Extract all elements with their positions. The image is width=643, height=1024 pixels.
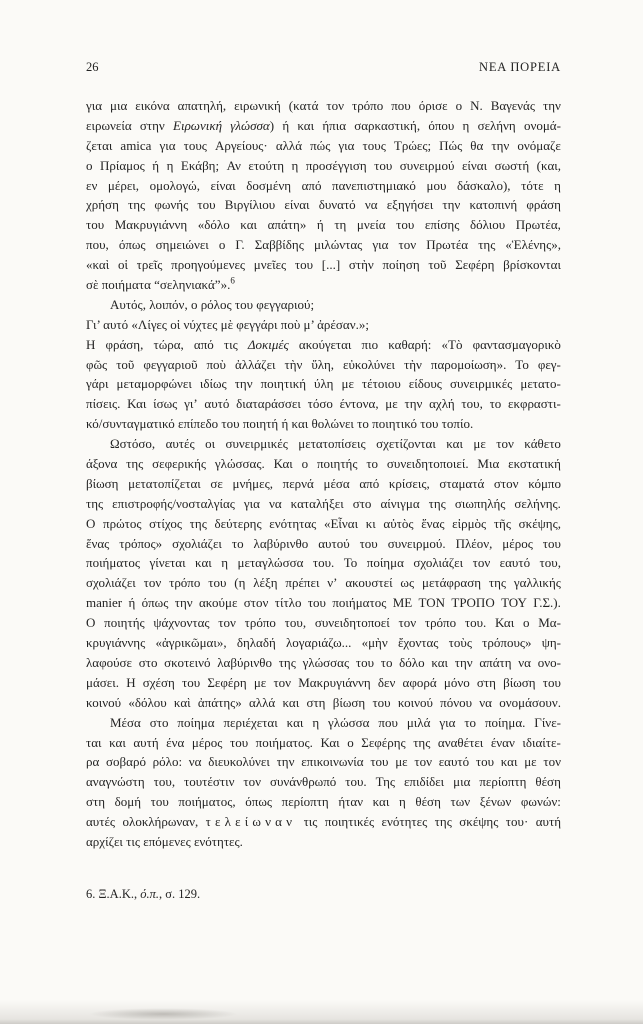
text-line: manier ή όπως την ακούμε στον τίτλο του ποιήματος ΜΕ ΤΟΝ ΤΡΟΠΟ ΤΟΥ Γ.Σ.). <box>86 595 561 611</box>
text-line: κό/συνταγματικό επίπεδο του ποιητή ή και θολώνει το ποιητικό του τοπίο. <box>86 416 474 432</box>
text-line: μάσει. Η σχέση του Σεφέρη με τον Μακρυγιάννη δεν αφορά μόνο στη βίωση του <box>86 674 561 690</box>
text-line: που, όπως σημειώνει ο Γ. Σαββίδης μιλώντας για τον Πρωτέα της «Ἑλένης», <box>86 237 561 253</box>
text-line: Ο πρώτος στίχος της δεύτερης ενότητας «Εἶναι κι αὐτὸς ἕνας εἰρμὸς τῆς σκέψης, <box>86 515 561 531</box>
text-line: Η φράση, τώρα, από τις Δοκιμές ακούγεται πιο καθαρή: «Τὸ φαντασμαγορικὸ <box>86 336 561 352</box>
text-line: Ο ποιητής ψάχνοντας τον τρόπο του, συνειδητοποεί τον τρόπο του. Και ο Μα- <box>86 615 561 631</box>
text-line: του Μακρυγιάννη «δόλο και απάτη» ή τη μνεία του επίσης δόλιου Πρωτέα, <box>86 217 561 233</box>
text-line: φῶς τοῦ φεγγαριοῦ ποὺ ἀλλάζει τὴν ὕλη, εὐκολύνει τὴν παρομοίωση». Το φεγ- <box>86 356 561 372</box>
text-line: άξονα της σεφερικής γλώσσας. Και ο ποιητής το συνειδητοποιεί. Μια εκστατική <box>86 456 561 472</box>
text-line: ρα σοβαρό ρόλο: να διευκολύνει την επικοινωνία του με τον εαυτό του και με τον <box>86 754 561 770</box>
text-line: στη δομή του ποιήματος, όπως περίοπτη ήταν και η θέση των ξένων φωνών: <box>86 794 561 810</box>
text-line: σχολιάζει τον τρόπο του (η λέξη πρέπει ν’ ακουστεί ως μετάφραση της γαλλικής <box>86 575 561 591</box>
text-line: σὲ ποιήματα “σεληνιακά”».$^6$ <box>86 275 235 293</box>
page-header <box>86 60 561 74</box>
text-line: αρχίζει τις επόμενες ενότητες. <box>86 833 243 849</box>
text-line: αναγνώστη του, τουτέστιν τον συνάνθρωπό του. Της επιδίδει μια περίοπτη θέση <box>86 774 561 790</box>
text-line: βίωση μετατοπίζεται σε μνήμες, περνά μέσα από κρίσεις, σταματά στον κόμπο <box>86 475 561 491</box>
text-line: ται και αυτή ένα μέρος του ποιήματος. Και ο Σεφέρης της αναθέτει έναν ιδιαίτε- <box>86 734 561 750</box>
text-line: πίσεις. Και ίσως γι’ αυτό διαταράσσει τόσο έντονα, με την αχλή του, το εκφραστι- <box>86 396 561 412</box>
text-line: ο Πρίαμος ή η Εκάβη; Αν ετούτη η προσέγγιση του συνειρμού είναι σωστή (και, <box>86 157 561 173</box>
running-title: ΝΕΑ ΠΟΡΕΙΑ <box>479 60 561 74</box>
text-line: ἕνας τρόπος» σχολιάζει το λαβύρινθο αυτού του συνειρμού. Πλέον, μέρος του <box>86 535 561 551</box>
text-line: ποιήματος γίνεται και η μεταγλώσσα του. Το ποίημα σχολιάζει τον εαυτό του, <box>86 555 561 571</box>
text-line: Μέσα στο ποίημα περιέχεται και η γλώσσα που μιλά για το ποίημα. Γίνε- <box>110 714 561 730</box>
text-line: Ωστόσο, αυτές οι συνειρμικές μετατοπίσεις σχετίζονται και με τον κάθετο <box>110 436 561 452</box>
scan-shade <box>0 1000 643 1024</box>
footnote: 6. Ξ.Α.Κ., ό.π., σ. 129. <box>86 887 201 901</box>
text-line: κρυγιάννης «ἀγρικῶμαι», δηλαδή λογαριάζω... «μὴν ἔχοντας τοὺς τρόπους» ψη- <box>86 635 561 651</box>
body-text <box>86 96 561 852</box>
text-line: για μια εικόνα απατηλή, ειρωνική (κατά τον τρόπο που όρισε ο Ν. Βαγενάς την <box>86 98 561 113</box>
text-line: γάρι μεταμορφώνει ιδίως την ποιητική ύλη με τέτοιου είδους συνειρμικές μετατο- <box>86 376 561 392</box>
page-number: 26 <box>86 60 99 74</box>
text-line: «καὶ οἱ τρεῖς προηγούμενες μνεῖες του [...] στὴν ποίηση τοῦ Σεφέρη βρίσκονται <box>86 257 561 273</box>
text-line: κοινού «δόλου καὶ ἀπάτης» αλλά και στη βίωση του κοινού πόνου να ονομάσουν. <box>86 694 561 710</box>
text-line: εν μέρει, ομολογώ, είναι δοσμένη από πανεπιστημιακό μου δάσκαλο), τότε η <box>86 177 561 193</box>
text-line: της επιστροφής/νοσταλγίας για να καταλήξει στο αίνιγμα της σιωπηλής σελήνης. <box>86 495 561 511</box>
text-line: ειρωνεία στην Ειρωνική γλώσσα) ή και ήπια σαρκαστική, όπου η σελήνη ονομά- <box>86 117 561 133</box>
text-line: Αυτός, λοιπόν, ο ρόλος του φεγγαριού; <box>110 296 315 312</box>
text-line: χρήση της φωνής του Βιργίλιου είναι δυνατό να εξηγήσει την κατοπινή φράση <box>86 197 561 213</box>
text-line: ζεται amica για τους Αργείους· αλλά πώς για τους Τρώες; Πώς θα την ονόμαζε <box>86 137 561 153</box>
text-line: Γι’ αυτό «Λίγες οἱ νύχτες μὲ φεγγάρι ποὺ μ’ ἀρέσαν.»; <box>86 316 369 332</box>
text-line: αυτές ολοκλήρωναν, τελείωναν τις ποιητικές ενότητες της σκέψης του· αυτή <box>86 814 561 830</box>
text-line: λαφούσε στο σκοτεινό λαβύρινθο της γλώσσας του το δόλο και την απάτη να ονο- <box>86 654 561 670</box>
